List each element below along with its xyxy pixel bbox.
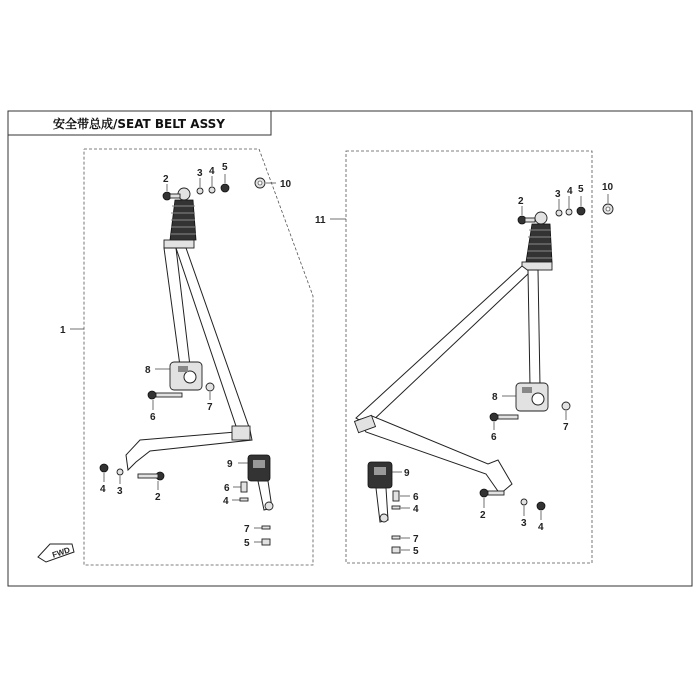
diagram-title: 安全带总成/SEAT BELT ASSY: [52, 117, 226, 131]
right-retractor: [516, 383, 548, 411]
right-assembly: [315, 151, 614, 563]
diagram-frame: [8, 111, 692, 586]
right-callout-7-mid: 7: [563, 422, 569, 433]
right-assembly-callout: 11: [315, 215, 326, 226]
left-spacer-4-top: [209, 187, 215, 193]
left-callout-4-buckle: 4: [223, 496, 229, 507]
right-washer-4-buckle: [392, 506, 400, 509]
right-bolt-2-top: [518, 216, 535, 224]
left-nut-7-mid: [206, 383, 214, 391]
right-belt-webbing-vert: [528, 270, 540, 386]
right-nut-5-buckle: [392, 547, 400, 553]
right-callout-8: 8: [492, 392, 498, 403]
left-callout-4-bot: 4: [100, 484, 106, 495]
left-callout-10-top: 10: [280, 179, 292, 190]
right-callout-4-bot: 4: [538, 522, 544, 533]
left-washer-7-buckle: [262, 526, 270, 529]
left-callout-6-buckle: 6: [224, 483, 230, 494]
right-callout-4-buckle: 4: [413, 504, 419, 515]
right-bolt-6-mid: [490, 413, 518, 421]
left-bolt-6-mid: [148, 391, 182, 399]
right-callout-6-buckle: 6: [413, 492, 419, 503]
left-callout-5-top: 5: [222, 162, 228, 173]
right-callout-3-bot: 3: [521, 518, 527, 529]
left-callout-2-bot: 2: [155, 492, 161, 503]
left-lower-anchor-plate: [232, 426, 250, 440]
right-callout-4-top: 4: [567, 186, 573, 197]
left-bolt-6-buckle: [241, 482, 247, 492]
right-washer-3-bot: [521, 499, 527, 505]
right-callout-2-bot: 2: [480, 510, 486, 521]
right-bolt-6-buckle: [393, 491, 399, 501]
right-buckle: [368, 462, 392, 522]
right-callout-3-top: 3: [555, 189, 561, 200]
right-callout-6-mid: 6: [491, 432, 497, 443]
left-bolt-2-bot: [138, 472, 164, 480]
right-callout-5-top: 5: [578, 184, 584, 195]
left-washer-5-top: [221, 184, 229, 192]
right-callout-7-buckle: 7: [413, 534, 419, 545]
right-washer-5-top: [577, 207, 585, 215]
left-callout-5-buckle: 5: [244, 538, 250, 549]
right-nut-4-bot: [537, 502, 545, 510]
left-callout-4-top: 4: [209, 166, 215, 177]
right-callout-2-top: 2: [518, 196, 524, 207]
fwd-label: FWD: [51, 545, 72, 560]
right-washer-7-buckle: [392, 536, 400, 539]
left-nut-4-bot: [100, 464, 108, 472]
right-belt-webbing-diag: [356, 266, 530, 425]
left-assembly: [60, 149, 313, 565]
left-bolt-2-top: [163, 192, 180, 200]
left-washer-3-bot: [117, 469, 123, 475]
right-washer-3-top: [556, 210, 562, 216]
left-callout-6-mid: 6: [150, 412, 156, 423]
left-assembly-callout: 1: [60, 325, 66, 336]
left-callout-9: 9: [227, 459, 233, 470]
left-callout-3-top: 3: [197, 168, 203, 179]
left-callout-7-mid: 7: [207, 402, 213, 413]
right-callout-5-buckle: 5: [413, 546, 419, 557]
left-washer-3-top: [197, 188, 203, 194]
left-retractor: [170, 362, 202, 390]
left-assembly-boundary: [84, 149, 313, 565]
left-washer-4-buckle: [240, 498, 248, 501]
right-callout-10-top: 10: [602, 182, 614, 193]
left-callout-3-bot: 3: [117, 486, 123, 497]
left-buckle: [248, 455, 273, 510]
left-callout-7-buckle: 7: [244, 524, 250, 535]
right-nut-7-mid: [562, 402, 570, 410]
right-spacer-4-top: [566, 209, 572, 215]
left-callout-2-top: 2: [163, 174, 169, 185]
fwd-arrow-icon: [38, 544, 74, 562]
left-nut-5-buckle: [262, 539, 270, 545]
right-callout-9: 9: [404, 468, 410, 479]
left-callout-8: 8: [145, 365, 151, 376]
